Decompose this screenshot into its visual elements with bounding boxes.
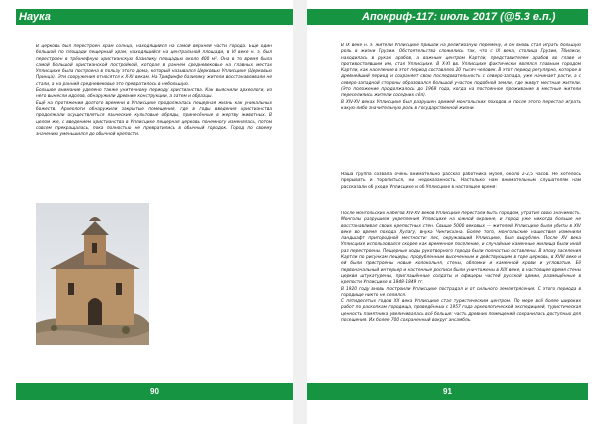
right-bottom-column <box>341 211 581 379</box>
left-page <box>0 0 293 424</box>
left-page-header: Наука <box>16 9 293 25</box>
left-paragraph: В церковь был перестроен храм солнца, находящийся на самой верхней части города. Ещё один большой по площади пещерный храм, находящийся на центральной площади, в VI веке н. э. был перестроен в трёхнефную христианскую базилику площадью около 400 м². Она в то время была самой большой христианской постройкой, которая в раннем средневековье на главных местах Уплисцихе была построена в пользу этого дома, который назывался Церковью Уплисцихе (Церковью Принца). Эти сооружения относятся к X-XI векам. На Трифинфе базилику жители восстанавливали не стали, а на ранний средневековье это превратилось в небольшую. <box>36 44 272 87</box>
right-mid-paragraph <box>341 172 581 204</box>
church-photo <box>36 203 149 345</box>
left-page-number: 90 <box>16 383 293 400</box>
church-photo-illustration <box>36 203 149 345</box>
right-paragraph: В 1920 году вновь построили Уплисцихе пострадал и от сильного землетрясения. С этого периода в городище никто не селился. <box>341 286 581 298</box>
right-mid-text: Наша группа созвала очень внимательно рассказ работника музея, около 2-2,5 часов. Не хотелось прерывать и торопиться, ни недоказанность. Настолько нам внимательным слушателям нам рассказали об уходе Уплисцихе и об Уплисцихе в настоящее время: <box>341 172 581 190</box>
right-paragraph: В IX веке н. э. жители Уплисцихе пришли на религиозную перемену, и он вновь стал играть большую роль в жизни Грузии. Обстоятельства сложились так, что с IX века, столица Грузии, Тбилиси, находилась в руках арабов, а важным центром Картли, представителем арабов во главе и противостоявшим им, стал Уплисцихе. В X-XI вв. Уплисцихе фактически являлся главным городом Картли, как население в этот период составляло 20 тысяч человек. В этот период регулярно, которое в древнейший период и сохраняет свою последовательность с северо-запада, уже начинает расти, а с северо-западной стороны образовался большой участок подобной земли, где живут местные жители. (Это положение продолжалось до 1968 года, когда на постоянное проживание в местные жители переселились жители соседних сёл). <box>341 43 581 99</box>
left-paragraph: Ещё на протяжении долгого времени в Уплисцихе продолжалась пещерная жизнь как уникальных божеств. Археологи обнаружили закрытые помещения, где в годы введения христианства продолжали осуществляться языческие культовые обряды, принесённые в жертву животных. В целом же, с введением христианства в Уплисцихе пещерная церковь понемногу изменялась, потом совсем прекращалась, пока полностью не превратились в обычный городок. Город по своему значению уменьшился до обычной крепости. <box>36 100 272 138</box>
right-page-number: 91 <box>307 383 588 400</box>
right-top-column <box>341 43 581 167</box>
book-gutter <box>293 0 307 424</box>
left-paragraph: Большое внимание уделено также унитечному периоду христианства. Как выяснили археологи, из него вынесли идолов, обнаружили древние конструкции, а затем и образцы. <box>36 88 272 100</box>
right-paragraph: После монгольских набегов XIV-XV веков Уплисцихе перестали быть городом, утратил свою значимость. Монголы разрушили укрепления Уплисцихе на южной окраине, и город уже никогда больше не восстанавливал своих крепостных стен. Свыше 5000 вековых — жителей Уплисцихе были убиты в XIV веке во время похода Хулагу, внука Чингисхана. Более того, монгольские нашествия изменили ландшафт пригородной местности: лес, окружавший Уплисцихе, был вырублен. После XV века Уплисцихе использовался скорее как временное поселение, и случайные каменные жилища были иной раз перестроены. Пещерные ходы рукотворного города были полностью оставлены. В эпоху заселения Картли по рисункам пещеры, прорубленным высеченным и действующим в горе церковь, в XVIII веке и ей были пристроены новые колокольня, стены, обломки и каменной крови и угловатые. Её первоначальный интерьер и настенные росписи были уничтожены в XIX веке, в настоящее время стены церкви штукатурены, приглашённые солдаты и офицеры частей русской армии, размещённые в крепости Уплисцихе в 1848-1849 гг. <box>341 211 581 286</box>
right-page <box>307 0 600 424</box>
right-paragraph: В XIV-XV веках Уплисцихе был разрушен армией монгольских походов и после этого перестал играть какую-либо значительную роль в государственной жизни. <box>341 99 581 111</box>
left-text-column <box>36 44 272 194</box>
right-paragraph: С пятидесятых годов XX века Уплисцихе стал туристическим центром. По мере всё более широких работ по раскопкам городища, проведённых с 1957 года археологической экспедицией, туристическая ценность памятника увеличивалась всё больше: часть древних помещений сохранилась доступных для посещения. Их более 700 сохраненный вокруг ансамбль. <box>341 299 581 324</box>
right-page-header: Апокриф-117: июль 2017 (@5.3 е.п.) <box>307 9 588 25</box>
